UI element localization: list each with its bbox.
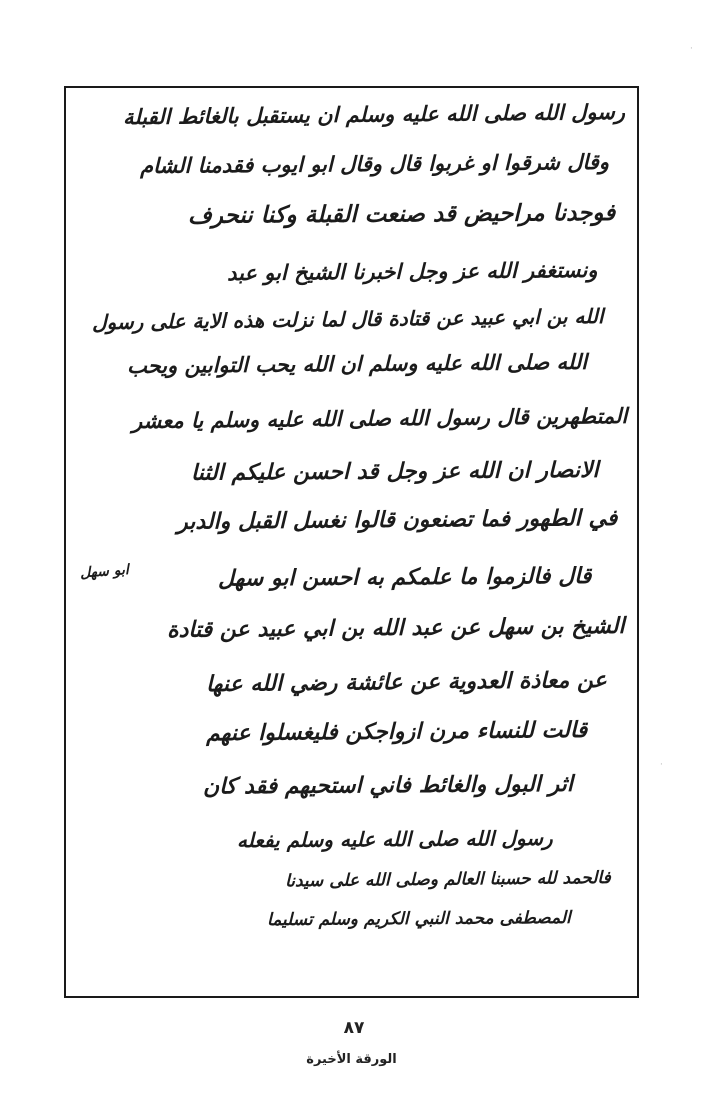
manuscript-line: رسول الله صلى الله عليه وسلم يفعله [237,826,554,853]
manuscript-line: المتطهرين قال رسول الله صلى الله عليه وسلم يا معشر [131,404,628,434]
manuscript-line: قال فالزموا ما علمكم به احسن ابو سهل [217,564,592,592]
page-number: ٨٧ [343,1018,365,1038]
manuscript-image [66,88,637,996]
manuscript-line: الله صلى الله عليه وسلم ان الله يحب التوابين ويحب [126,350,588,379]
manuscript-line: رسول الله صلى الله عليه وسلم ان يستقبل بالغائط القبلة [122,100,626,130]
manuscript-line: عن معاذة العدوية عن عائشة رضي الله عنها [206,668,608,698]
manuscript-line: وقال شرقوا او غربوا قال وقال ابو ايوب فقدمنا الشام [139,150,610,179]
margin-note: ابو سهل [79,562,130,582]
figure-caption: الورقة الأخيرة [306,1052,397,1067]
manuscript-line: الشيخ بن سهل عن عبد الله بن ابي عبيد عن قتادة [167,614,626,643]
manuscript-line: في الطهور فما تصنعون قالوا نغسل القبل والدبر [176,506,618,535]
manuscript-line: الله بن ابي عبيد عن قتادة قال لما نزلت هذه الاية على رسول [91,304,604,335]
manuscript-line: فالحمد لله حسبنا العالم وصلى الله على سيدنا [285,868,612,892]
manuscript-line: ونستغفر الله عز وجل اخبرنا الشيخ ابو عبد [226,258,598,286]
manuscript-line: المصطفى محمد النبي الكريم وسلم تسليما [267,908,572,931]
manuscript-line: فوجدنا مراحيض قد صنعت القبلة وكنا ننحرف [187,200,616,229]
manuscript-line: قالت للنساء مرن ازواجكن فليغسلوا عنهم [205,718,588,747]
scan-speck: · [690,44,693,54]
scan-speck: · [660,760,663,770]
manuscript-line: اثر البول والغائط فاني استحيهم فقد كان [202,772,574,800]
manuscript-line: الانصار ان الله عز وجل قد احسن عليكم الثنا [191,458,600,486]
